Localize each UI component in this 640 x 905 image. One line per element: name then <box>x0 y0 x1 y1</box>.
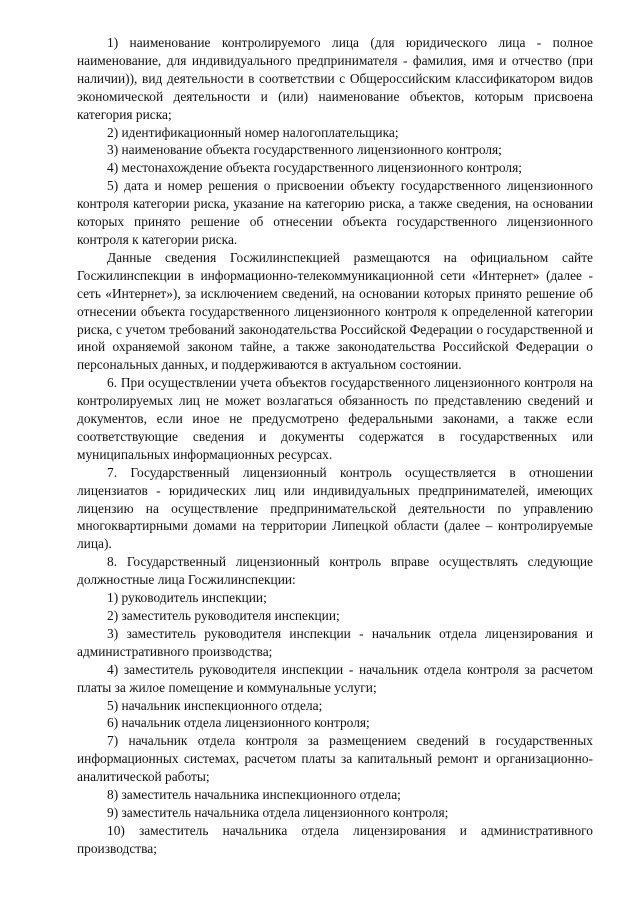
paragraph-publication: Данные сведения Госжилинспекцией размещаются на официальном сайте Госжилинспекции в информационно-телекоммуникационной сети «Интернет» (далее - сеть «Интернет»), за исключением сведений, на основании которых принято решение об отнесении объекта государственного лицензионного контроля к определенной категории риска, с учетом требований законодательства Российской Федерации о государственной и иной охраняемой законом тайне, а также законодательства Российской Федерации о персональных данных, и поддерживаются в актуальном состоянии. <box>77 249 593 373</box>
official-list-item-7: 7) начальник отдела контроля за размещением сведений в государственных информационных системах, расчетом платы за капитальный ремонт и организационно-аналитической работы; <box>77 733 593 785</box>
paragraph-list-item-4: 4) местонахождение объекта государственного лицензионного контроля; <box>107 160 522 176</box>
official-list-item-6: 6) начальник отдела лицензионного контроля; <box>107 715 370 731</box>
paragraph-list-item-5: 5) дата и номер решения о присвоении объекту государственного лицензионного контроля категории риска, указание на категорию риска, а также сведения, на основании которых принято решение об отнесении объекта государственного лицензионного контроля к категории риска. <box>77 178 593 247</box>
official-list-item-2: 2) заместитель руководителя инспекции; <box>107 608 340 623</box>
document-page <box>77 34 593 858</box>
official-list-item-10: 10) заместитель начальника отдела лицензирования и административного производства; <box>77 822 593 856</box>
official-list-item-4: 4) заместитель руководителя инспекции - начальник отдела контроля за расчетом платы за жилое помещение и коммунальные услуги; <box>77 661 593 695</box>
official-list-item-5: 5) начальник инспекционного отдела; <box>107 697 323 713</box>
official-list-item-9: 9) заместитель начальника отдела лицензионного контроля; <box>107 804 449 820</box>
paragraph-section-8: 8. Государственный лицензионный контроль вправе осуществлять следующие должностные лица Госжилинспекции: <box>77 554 593 588</box>
paragraph-list-item-2: 2) идентификационный номер налогоплательщика; <box>107 124 399 140</box>
paragraph-section-7: 7. Государственный лицензионный контроль осуществляется в отношении лицензиатов - юридических лиц или индивидуальных предпринимателей, имеющих лицензию на осуществление предпринимательской деятельности по управлению многоквартирными домами на территории Липецкой области (далее – контролируемые лица). <box>77 464 593 552</box>
paragraph-list-item-3: 3) наименование объекта государственного лицензионного контроля; <box>107 142 502 158</box>
paragraph-section-6: 6. При осуществлении учета объектов государственного лицензионного контроля на контролируемых лиц не может возлагаться обязанность по представлению сведений и документов, если иное не предусмотрено федеральными законами, а также если соответствующие сведения и документы содержатся в государственных или муниципальных информационных ресурсах. <box>77 375 593 462</box>
official-list-item-8: 8) заместитель начальника инспекционного отдела; <box>107 787 401 803</box>
paragraph-list-item-1: 1) наименование контролируемого лица (для юридического лица - полное наименование, для индивидуального предпринимателя - фамилия, имя и отчество (при наличии)), вид деятельности в соответствии с Общероссийским классификатором видов экономической деятельности и (или) наименование объектов, которым присвоена категория риска; <box>77 35 593 122</box>
official-list-item-3: 3) заместитель руководителя инспекции - начальник отдела лицензирования и административного производства; <box>77 625 593 659</box>
official-list-item-1: 1) руководитель инспекции; <box>107 590 267 606</box>
